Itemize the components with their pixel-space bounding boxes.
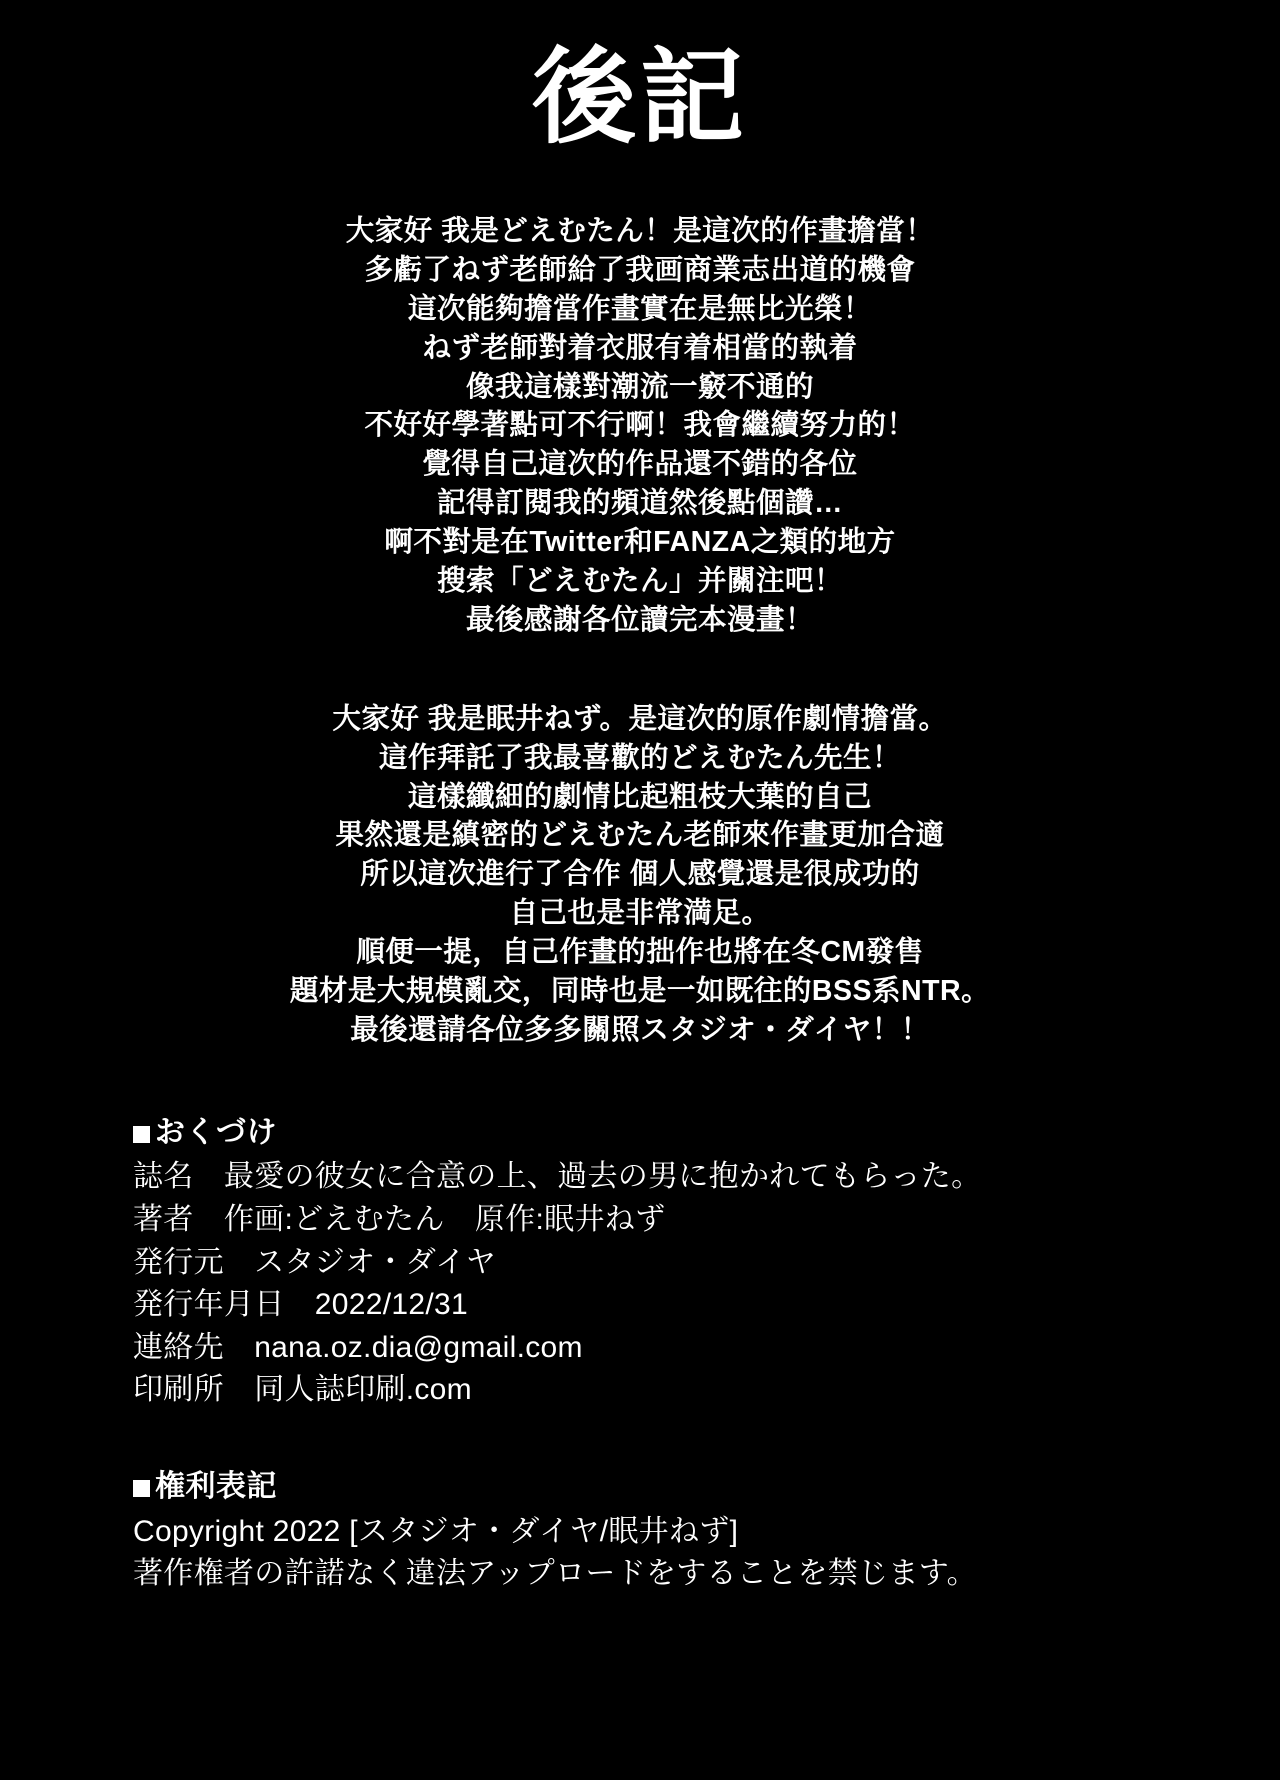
afterword-artist-line: 啊不對是在Twitter和FANZA之類的地方 <box>384 526 896 559</box>
afterword-writer-line: 順便一提，自己作畫的拙作也將在冬CM發售 <box>356 936 924 969</box>
page-title: 後記 <box>531 40 748 156</box>
afterword-artist-line: 最後感謝各位讀完本漫畫！ <box>465 603 814 636</box>
bullet-square-icon <box>133 1126 150 1143</box>
afterword-writer-line: 所以這次進行了合作 個人感覺還是很成功的 <box>360 858 920 891</box>
afterword-artist-line: 像我這樣對潮流一竅不通的 <box>465 370 814 403</box>
afterword-artist-line: 多虧了ねず老師給了我画商業志出道的機會 <box>364 253 916 286</box>
colophon-section <box>0 1112 1280 1412</box>
afterword-writer-block <box>0 700 1280 1050</box>
afterword-artist-line: 不好好學著點可不行啊！我會繼續努力的！ <box>364 409 916 442</box>
afterword-artist-line: 搜索「どえむたん」并關注吧！ <box>436 565 843 598</box>
copyright-line: Copyright 2022 [スタジオ・ダイヤ/眠井ねず] <box>133 1514 739 1548</box>
afterword-artist-line: 記得訂閱我的頻道然後點個讚… <box>436 487 843 520</box>
afterword-artist-line: 覺得自己這次的作品還不錯的各位 <box>422 448 858 481</box>
colophon-row: 連絡先 nana.oz.dia@gmail.com <box>133 1330 583 1364</box>
colophon-row: 誌名 最愛の彼女に合意の上、過去の男に抱かれてもらった。 <box>133 1160 982 1194</box>
colophon-heading <box>133 1112 1280 1155</box>
afterword-artist-line: 這次能夠擔當作畫實在是無比光榮！ <box>407 292 872 325</box>
colophon-heading-label: おくづけ <box>155 1115 277 1149</box>
afterword-writer-line: 這作拜託了我最喜歡的どえむたん先生！ <box>378 741 901 774</box>
bullet-square-icon <box>133 1480 150 1497</box>
upload-prohibition-line: 著作権者の許諾なく違法アップロードをすることを禁じます。 <box>133 1557 977 1591</box>
afterword-writer-line: 這樣纖細的劇情比起粗枝大葉的自己 <box>407 780 872 813</box>
afterword-writer-line: 題材是大規模亂交，同時也是一如既往的BSS系NTR。 <box>289 975 991 1008</box>
rights-section <box>0 1466 1280 1596</box>
colophon-row: 発行年月日 2022/12/31 <box>133 1288 468 1322</box>
afterword-artist-line: 大家好 我是どえむたん！是這次的作畫擔當！ <box>345 215 935 247</box>
colophon-row: 印刷所 同人誌印刷.com <box>133 1373 472 1407</box>
colophon-row: 著者 作画:どえむたん 原作:眠井ねず <box>133 1203 666 1236</box>
afterword-writer-line: 自己也是非常満足。 <box>509 897 771 930</box>
rights-heading-label: 権利表記 <box>155 1469 277 1503</box>
afterword-writer-line: 最後還請各位多多關照スタジオ・ダイヤ！！ <box>350 1013 930 1046</box>
colophon-row: 発行元 スタジオ・ダイヤ <box>133 1245 496 1279</box>
afterword-artist-line: ねず老師對着衣服有着相當的執着 <box>422 331 858 364</box>
afterword-artist-block <box>0 212 1280 640</box>
afterword-writer-line: 大家好 我是眠井ねず。是這次的原作劇情擔當。 <box>332 702 948 735</box>
afterword-writer-line: 果然還是縝密的どえむたん老師來作畫更加合適 <box>335 819 945 852</box>
rights-heading <box>133 1466 1280 1509</box>
